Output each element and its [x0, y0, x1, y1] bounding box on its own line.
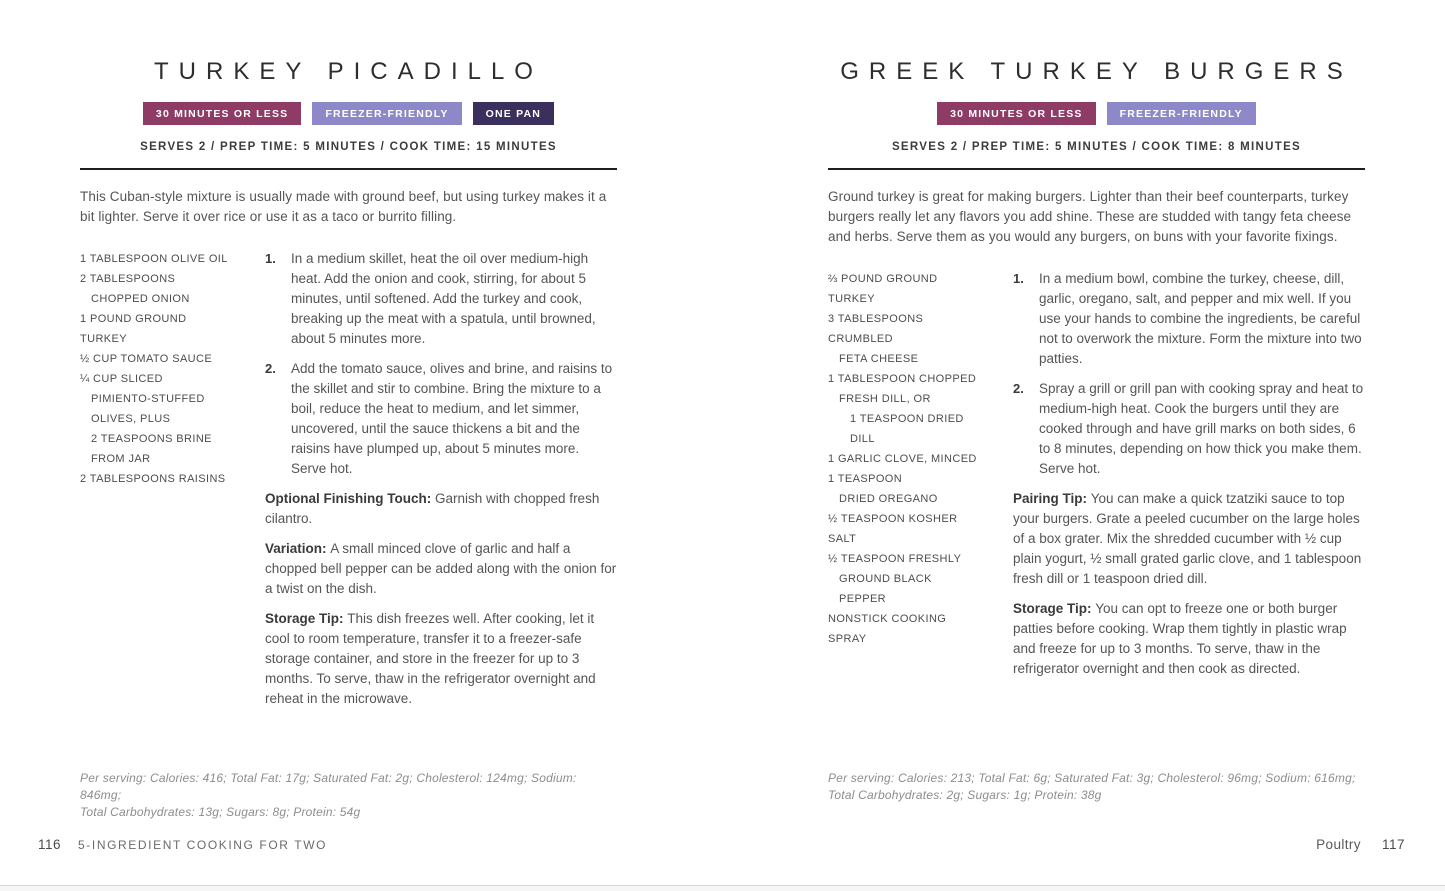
ingredient-line: ½ TEASPOON FRESHLY [828, 553, 962, 566]
step-number: 1. [1013, 271, 1024, 287]
ingredient-line: ½ TEASPOON KOSHER SALT [828, 513, 958, 546]
ingredient-line: 2 TABLESPOONS RAISINS [80, 473, 226, 486]
step-text: Add the tomato sauce, olives and brine, and raisins to the skillet and stir to combine. Bring the mixture to a boil, reduce the heat to medium, and let simmer, uncovered, until the sauce thickens a bit and the raisins have plumped up, about 5 minutes more. Serve hot. [291, 361, 613, 477]
tip-label: Storage Tip: [265, 611, 348, 627]
recipe-title: GREEK TURKEY BURGERS [840, 58, 1353, 85]
ingredient-line: 1 POUND GROUND TURKEY [80, 313, 187, 346]
ingredient-line: 1 TEASPOON DRIED DILL [850, 413, 964, 446]
ingredient-line: 1 TABLESPOON OLIVE OIL [80, 253, 228, 266]
step-text: In a medium skillet, heat the oil over medium-high heat. Add the onion and cook, stirring, for about 5 minutes, until softened. Add the turkey and cook, breaking up the meat with a spatula, until browned, about 5 minutes more. [291, 251, 596, 347]
ingredient-line: ⅔ POUND GROUND TURKEY [828, 273, 938, 306]
ingredient-line: CHOPPED ONION [91, 293, 190, 306]
instructions-column [265, 249, 617, 709]
step-text: In a medium bowl, combine the turkey, cheese, dill, garlic, oregano, salt, and pepper and mix well. If you use your hands to combine the ingredients, be careful not to overwork the mixture. Form the mixture into two patties. [1039, 271, 1362, 367]
footer-right [1316, 837, 1405, 852]
ingredient-line: 1 TEASPOON [828, 473, 903, 486]
instruction-step [265, 359, 617, 479]
tip-label: Pairing Tip: [1013, 491, 1091, 507]
tip: Variation: A small minced clove of garlic and half a chopped bell pepper can be added along with the onion for a twist on the dish. [265, 541, 617, 597]
tip: Storage Tip: You can opt to freeze one or both burger patties before cooking. Wrap them tightly in plastic wrap and freeze for up to 3 months. To serve, thaw in the refrigerator overnight and then cook as directed. [1013, 601, 1347, 677]
recipe-badge: 30 MINUTES OR LESS [143, 102, 301, 125]
nutrition-info [828, 770, 1365, 804]
ingredient-line: PIMIENTO-STUFFED [91, 393, 205, 406]
nutrition-info [80, 770, 617, 821]
page-number: 117 [1381, 837, 1405, 852]
instruction-step [265, 249, 617, 349]
page-number: 116 [38, 837, 62, 852]
recipe-intro: Ground turkey is great for making burgers. Lighter than their beef counterparts, turkey burgers really let any flavors you add shine. These are studded with tangy feta cheese and herbs. Serve them as you would any burgers, on buns with your favorite fixings. [828, 189, 1352, 245]
step-number: 2. [1013, 381, 1024, 397]
steps-list [265, 249, 617, 479]
recipe-page-right [828, 0, 1365, 891]
tip-label: Variation: [265, 541, 331, 557]
badge-row [80, 102, 617, 125]
instruction-step [1013, 269, 1365, 369]
recipe-body [828, 269, 1365, 679]
ingredient-line: FRESH DILL, OR [839, 393, 931, 406]
ingredient-line: GROUND BLACK PEPPER [839, 573, 932, 606]
ingredient-line: 3 TABLESPOONS CRUMBLED [828, 313, 924, 346]
ingredient-line: FROM JAR [91, 453, 151, 466]
ingredient-line: ¼ CUP SLICED [80, 373, 163, 386]
recipe-badge: FREEZER-FRIENDLY [312, 102, 461, 125]
nutrition-line: Per serving: Calories: 213; Total Fat: 6g; Saturated Fat: 3g; Cholesterol: 96mg; Sodium: 616mg; [828, 771, 1356, 785]
nutrition-line: Total Carbohydrates: 13g; Sugars: 8g; Protein: 54g [80, 805, 361, 819]
steps-list [1013, 269, 1365, 479]
ingredient-line: 2 TABLESPOONS [80, 273, 176, 286]
step-number: 1. [265, 251, 276, 267]
instructions-column [1013, 269, 1365, 679]
tip: Storage Tip: This dish freezes well. After cooking, let it cool to room temperature, transfer it to a freezer-safe storage container, and store in the freezer for up to 3 months. To serve, thaw in the refrigerator overnight and reheat in the microwave. [265, 611, 596, 707]
serves-prep-cook-line: SERVES 2 / PREP TIME: 5 MINUTES / COOK TIME: 8 MINUTES [891, 141, 1302, 154]
recipe-page-left [80, 0, 617, 891]
ingredient-line: 1 TABLESPOON CHOPPED [828, 373, 977, 386]
ingredient-line: 2 TEASPOONS BRINE [91, 433, 212, 446]
tips-list [265, 489, 617, 709]
page-bottom-edge [0, 885, 1445, 891]
ingredient-line: 1 GARLIC CLOVE, MINCED [828, 453, 977, 466]
recipe-badge: FREEZER-FRIENDLY [1107, 102, 1256, 125]
serves-prep-cook-line: SERVES 2 / PREP TIME: 5 MINUTES / COOK TIME: 15 MINUTES [140, 141, 557, 154]
step-text: Spray a grill or grill pan with cooking spray and heat to medium-high heat. Cook the burgers until they are cooked through and have grill marks on both sides, 6 to 8 minutes, depending on how thick you make them. Serve hot. [1039, 381, 1364, 477]
recipe-badge: 30 MINUTES OR LESS [937, 102, 1095, 125]
recipe-body [80, 249, 617, 709]
recipe-intro: This Cuban-style mixture is usually made with ground beef, but using turkey makes it a bit lighter. Serve it over rice or use it as a taco or burrito filling. [80, 189, 607, 225]
ingredient-line: OLIVES, PLUS [91, 413, 171, 426]
divider-rule [828, 168, 1365, 170]
ingredients-list [828, 269, 980, 679]
ingredient-line: FETA CHEESE [839, 353, 919, 366]
tips-list [1013, 489, 1365, 679]
divider-rule [80, 168, 617, 170]
recipe-title: TURKEY PICADILLO [154, 58, 543, 85]
book-title: 5-INGREDIENT COOKING FOR TWO [78, 838, 328, 852]
nutrition-line: Total Carbohydrates: 2g; Sugars: 1g; Protein: 38g [828, 788, 1102, 802]
footer-left [38, 837, 327, 852]
tip-label: Storage Tip: [1013, 601, 1096, 617]
section-name: Poultry [1316, 837, 1361, 852]
badge-row [828, 102, 1365, 125]
tip: Optional Finishing Touch: Garnish with chopped fresh cilantro. [265, 491, 600, 527]
ingredient-line: ½ CUP TOMATO SAUCE [80, 353, 213, 366]
recipe-badge: ONE PAN [473, 102, 554, 125]
ingredient-line: DRIED OREGANO [839, 493, 938, 506]
step-number: 2. [265, 361, 276, 377]
tip-label: Optional Finishing Touch: [265, 491, 435, 507]
ingredient-line: NONSTICK COOKING SPRAY [828, 613, 947, 646]
ingredients-list [80, 249, 232, 709]
tip: Pairing Tip: You can make a quick tzatziki sauce to top your burgers. Grate a peeled cucumber on the large holes of a box grater. Mix the shredded cucumber with ½ cup plain yogurt, ½ small grated garlic clove, and 1 tablespoon fresh dill or 1 teaspoon dried dill. [1013, 491, 1362, 587]
instruction-step [1013, 379, 1365, 479]
nutrition-line: Per serving: Calories: 416; Total Fat: 17g; Saturated Fat: 2g; Cholesterol: 124mg; Sodium: 846mg; [80, 771, 577, 802]
